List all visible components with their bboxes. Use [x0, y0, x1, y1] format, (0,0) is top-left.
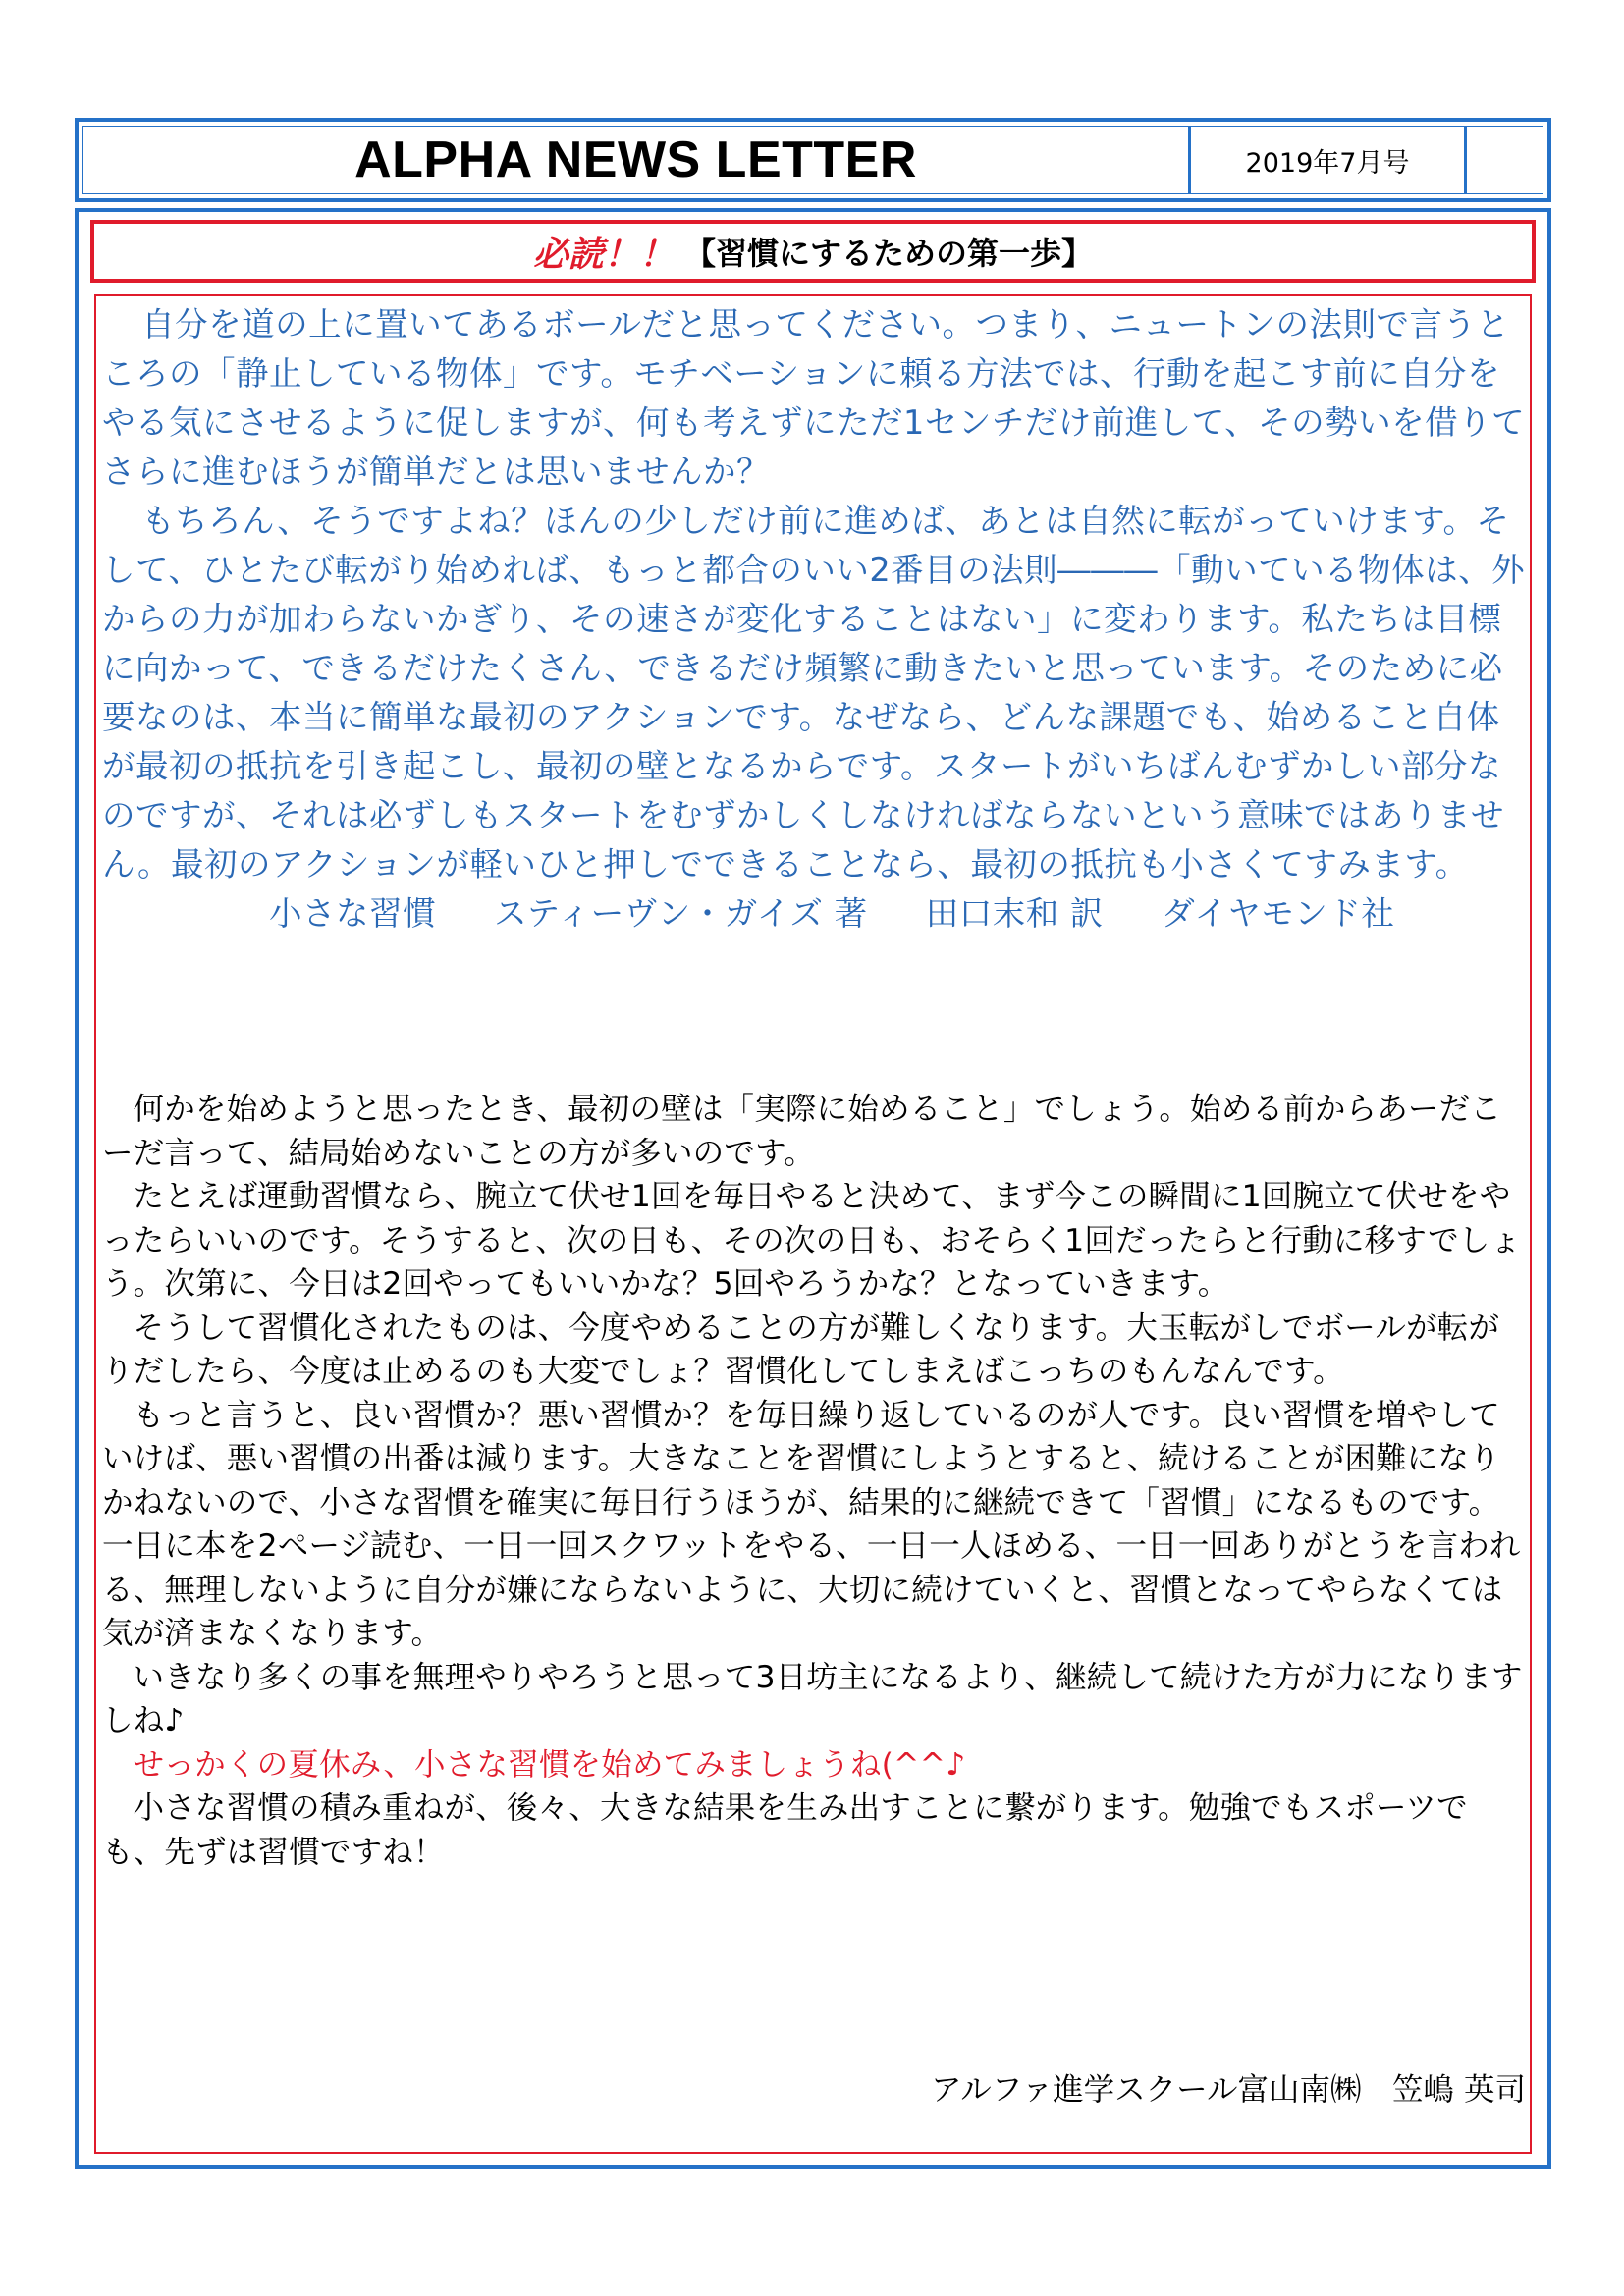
headline-box — [90, 220, 1536, 283]
credit-translator: 田口末和 訳 — [925, 894, 1104, 933]
credit-author: スティーヴン・ガイズ 著 — [494, 894, 868, 933]
book-quote — [102, 300, 1528, 938]
quote-paragraph: もちろん、そうですよね？ほんの少しだけ前に進めば、あとは自然に転がっていけます。そして、ひとたび転がり始めれば、もっと都合のいい2番目の法則―――「動いている物体は、外からの力が加わらないかぎり、その速さが変化することはない」に変わります。私たちは目標に向かって、できるだけたくさん、できるだけ頻繁に動きたいと思っています。そのために必要なのは、本当に簡単な最初のアクションです。なぜなら、どんな課題でも、始めること自体が最初の抵抗を引き起こし、最初の壁となるからです。スタートがいちばんむずかしい部分なのですが、それは必ずしもスタートをむずかしくしなければならないという意味ではありません。最初のアクションが軽いひと押しでできることなら、最初の抵抗も小さくてすみます。 — [102, 502, 1526, 883]
essay — [102, 1088, 1528, 1874]
essay-paragraph: たとえば運動習慣なら、腕立て伏せ1回を毎日やると決めて、まず今この瞬間に1回腕立て伏せをやったらいいのです。そうすると、次の日も、その次の日も、おそらく1回だったらと行動に移すでしょう。次第に、今日は2回やってもいいかな？5回やろうかな？となっていきます。 — [102, 1179, 1522, 1302]
essay-paragraph: 何かを始めようと思ったとき、最初の壁は「実際に始めること」でしょう。始める前からあーだこーだ言って、結局始めないことの方が多いのです。 — [102, 1092, 1502, 1171]
credit-book: 小さな習慣 — [269, 894, 436, 933]
quote-paragraph: 自分を道の上に置いてあるボールだと思ってください。つまり、ニュートンの法則で言うところの「静止している物体」です。モチベーションに頼る方法では、行動を起こす前に自分をやる気にさせるように促しますが、何も考えずにただ1センチだけ前進して、その勢いを借りてさらに進むほうが簡単だとは思いませんか？ — [102, 305, 1526, 491]
credit-publisher: ダイヤモンド社 — [1162, 894, 1395, 933]
must-read-label: 必読！！ — [532, 234, 675, 275]
issue-date: 2019年7月号 — [1188, 127, 1467, 193]
author-signature: アルファ進学スクール富山南㈱ 笠嶋 英司 — [931, 2072, 1526, 2108]
quote-credit — [102, 889, 1528, 938]
header-inner-frame — [82, 126, 1543, 194]
headline-subtitle: 【習慣にするための第一歩】 — [684, 235, 1094, 272]
newsletter-title: ALPHA NEWS LETTER — [354, 132, 917, 188]
essay-paragraph: そうして習慣化されたものは、今度やめることの方が難しくなります。大玉転がしでボールが転がりだしたら、今度は止めるのも大変でしょ？習慣化してしまえばこっちのもんなんです。 — [102, 1309, 1500, 1389]
essay-closing: 小さな習慣の積み重ねが、後々、大きな結果を生み出すことに繋がります。勉強でもスポーツでも、先ずは習慣ですね！ — [102, 1790, 1468, 1870]
summer-highlight: せっかくの夏休み、小さな習慣を始めてみましょうね(^^♪ — [133, 1746, 966, 1783]
essay-paragraph: いきなり多くの事を無理やりやろうと思って3日坊主になるより、継続して続けた方が力になりますしね♪ — [102, 1659, 1523, 1738]
essay-paragraph: もっと言うと、良い習慣か？悪い習慣か？を毎日繰り返しているのが人です。良い習慣を増やしていけば、悪い習慣の出番は減ります。大きなことを習慣にしようとすると、続けることが困難になりかねないので、小さな習慣を確実に毎日行うほうが、結果的に継続できて「習慣」になるものです。一日に本を2ページ読む、一日一回スクワットをやる、一日一人ほめる、一日一回ありがとうを言われる、無理しないように自分が嫌にならないように、大切に続けていくと、習慣となってやらなくては気が済まなくなります。 — [102, 1397, 1521, 1651]
newsletter-header — [75, 118, 1551, 202]
